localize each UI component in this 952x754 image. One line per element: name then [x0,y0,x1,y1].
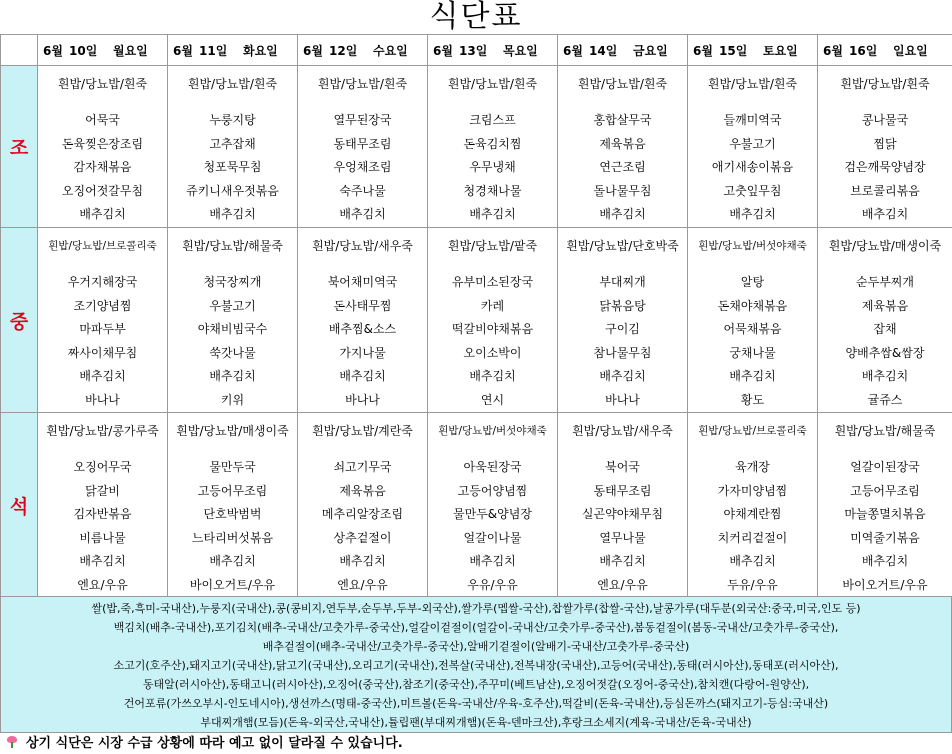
lunch-row [1,228,952,413]
rice-option: 흰밥/당뇨밥/계란죽 [312,424,413,438]
menu-item: 아욱된장국 [463,460,522,474]
menu-cell [688,66,818,228]
rice-option: 흰밥/당뇨밥/매생이죽 [176,424,289,438]
menu-item: 돈채야채볶음 [717,298,788,313]
menu-item: 떡갈비야채볶음 [451,322,534,336]
origin-line: 부대찌개햄(모듬)(돈육-외국산,국내산),튤립팬(부대찌개햄)(돈육-덴마크산),후랑크소세지(계육-국내산/돈육-국내산) [200,716,752,729]
menu-item: 배추김치 [729,369,776,383]
menu-item: 비름나물 [79,530,126,545]
menu-item: 고춧잎무침 [723,183,782,198]
menu-item: 바나나 [85,392,120,407]
menu-item: 배추김치 [79,207,126,221]
menu-item: 고등어무조림 [850,483,920,498]
menu-cell [298,413,428,598]
header-row [1,35,952,66]
menu-cell [558,413,688,598]
rice-option: 흰밥/당뇨밥/버섯야채죽 [438,425,547,437]
menu-item: 제육볶음 [861,298,909,313]
meal-label-breakfast: 조 [1,66,38,228]
menu-item: 배추김치 [469,554,516,568]
menu-item: 오이소박이 [463,345,522,360]
menu-item: 동태무조림 [593,483,652,498]
page-title: 식단표 [429,0,523,34]
menu-item: 엔요/우유 [597,577,648,592]
menu-item: 우불고기 [209,298,256,313]
menu-cell [428,413,558,598]
menu-cell [168,413,298,598]
menu-item: 애기새송이볶음 [711,160,794,174]
rice-option: 흰밥/당뇨밥/매생이죽 [828,239,942,253]
menu-item: 어묵국 [85,113,120,127]
menu-item: 청경채나물 [463,183,522,198]
menu-item: 누룽지탕 [209,113,256,127]
rice-option: 흰밥/당뇨밥/흰죽 [187,77,278,91]
menu-item: 야채계란찜 [723,507,782,521]
menu-item: 순두부찌개 [856,275,914,289]
day-header: 6월 15일 토요일 [688,35,818,66]
menu-item: 열무나물 [599,530,646,545]
menu-item: 우불고기 [729,136,776,151]
menu-item: 엔요/우유 [337,577,388,592]
menu-item: 조기양념찜 [73,298,132,313]
menu-item: 배추김치 [599,369,646,383]
menu-item: 연근조림 [599,160,646,174]
meal-label-dinner: 석 [1,413,38,598]
menu-item: 마파두부 [79,322,126,336]
menu-item: 동태무조림 [333,136,392,151]
menu-item: 콩나물국 [861,113,909,127]
menu-item: 야채비빔국수 [197,322,268,336]
menu-item: 배추김치 [729,207,776,221]
menu-item: 양배추쌈&쌈장 [845,345,925,360]
menu-item: 돈사태무찜 [333,298,392,313]
menu-item: 미역줄기볶음 [850,530,920,545]
rice-option: 흰밥/당뇨밥/흰죽 [707,77,798,91]
menu-item: 배추김치 [79,369,126,383]
meal-label-lunch: 중 [1,228,38,413]
menu-item: 배추김치 [599,554,646,568]
menu-item: 참나물무침 [593,345,652,360]
origin-line: 쌀(밥,죽,흑미-국내산),누룽지(국내산),콩(콩비지,연두부,순두부,두부-외국산),쌀가루(멥쌀-국산),찹쌀가루(찹쌀-국산),날콩가루(대두분(외국산:중국,미국,인도 등) [91,602,861,615]
menu-item: 브로콜리볶음 [850,183,920,198]
menu-item: 청포묵무침 [203,160,262,174]
menu-item: 육개장 [735,460,770,474]
corner-cell [1,35,38,66]
origin-line: 소고기(호주산),돼지고기(국내산),닭고기(국내산),오리고기(국내산),전복살(국내산),전복내장(국내산),고등어(국내산),동태(러시아산),동태포(러시아산), [113,659,839,672]
rice-option: 흰밥/당뇨밥/흰죽 [317,77,408,91]
breakfast-row [1,66,952,228]
origin-line: 배추겉절이(배추-국내산/고춧가루-중국산),알배기겉절이(알배기-국내산/고춧가루-중국산) [262,640,690,653]
menu-cell [688,413,818,598]
rice-option: 흰밥/당뇨밥/흰죽 [57,77,148,91]
dinner-row [1,413,952,598]
menu-item: 배추김치 [469,207,516,221]
rice-option: 흰밥/당뇨밥/브로콜리죽 [698,425,807,437]
menu-item: 카레 [480,298,505,313]
menu-cell [168,66,298,228]
menu-item: 우무냉채 [469,160,516,174]
menu-item: 배추김치 [339,369,386,383]
menu-item: 열무된장국 [333,113,392,127]
menu-cell [818,66,952,228]
rice-option: 흰밥/당뇨밥/흰죽 [447,77,538,91]
menu-cell [298,228,428,413]
menu-cell [818,413,952,598]
day-header: 6월 10일 월요일 [38,35,168,66]
menu-item: 짜사이채무침 [67,345,138,360]
day-header: 6월 16일 일요일 [818,35,952,66]
menu-item: 돈육찢은장조림 [61,136,144,151]
menu-item: 닭갈비 [85,483,120,498]
menu-item: 어묵채볶음 [723,322,782,336]
rice-option: 흰밥/당뇨밥/버섯야채죽 [698,240,807,252]
menu-item: 유부미소된장국 [451,275,534,289]
menu-item: 가지나물 [339,345,386,360]
day-header: 6월 12일 수요일 [298,35,428,66]
menu-item: 배추찜&소스 [328,322,397,336]
menu-item: 배추김치 [469,369,516,383]
menu-cell [38,228,168,413]
menu-item: 궁채나물 [729,345,776,360]
menu-item: 돌나물무침 [593,183,652,198]
menu-item: 부대찌개 [599,275,646,289]
menu-item: 느타리버섯볶음 [191,530,274,545]
rice-option: 흰밥/당뇨밥/해물죽 [834,424,936,438]
menu-item: 배추김치 [861,369,909,383]
menu-item: 알탕 [740,275,765,289]
menu-item: 바이오거트/우유 [189,577,276,592]
rice-option: 흰밥/당뇨밥/새우죽 [572,424,673,438]
menu-item: 얼갈이나물 [463,530,522,545]
menu-item: 잡채 [873,322,897,336]
rice-option: 흰밥/당뇨밥/단호박죽 [566,239,679,253]
rice-option: 흰밥/당뇨밥/흰죽 [577,77,668,91]
menu-item: 홍합살무국 [593,113,652,127]
menu-item: 북어채미역국 [327,275,398,289]
menu-item: 우엉채조림 [333,160,392,174]
rice-option: 흰밥/당뇨밥/팥죽 [447,239,538,253]
menu-item: 검은깨묵양념장 [844,160,926,174]
menu-cell [558,228,688,413]
menu-item: 쑥갓나물 [209,345,256,360]
menu-cell [168,228,298,413]
origin-line: 동태알(러시아산),동태고니(러시아산),오징어(중국산),참조기(중국산),주꾸미(베트남산),오징어젓갈(오징어-중국산),참치캔(다랑어-원양산), [142,678,810,691]
menu-cell [428,66,558,228]
flower-icon [6,736,18,748]
menu-item: 고추잡채 [209,136,256,151]
menu-item: 오징어젓갈무침 [61,183,144,198]
menu-item: 메추리알장조림 [321,507,404,521]
day-header: 6월 13일 목요일 [428,35,558,66]
menu-item: 바나나 [345,392,380,407]
menu-item: 우유/우유 [467,577,518,592]
menu-item: 물만두국 [209,460,256,474]
menu-item: 단호박범벅 [203,507,262,521]
menu-item: 배추김치 [209,207,256,221]
menu-item: 오징어무국 [73,460,132,474]
menu-item: 숙주나물 [339,183,386,198]
origin-line: 건어포류(가쓰오부시-인도네시아),생선까스(명태-중국산),미트볼(돈육-국내산/우육-호주산),떡갈비(돈육-국내산),등심돈까스(돼지고기-등심:국내산) [123,697,829,710]
menu-item: 황도 [740,392,765,407]
rice-option: 흰밥/당뇨밥/콩가루죽 [46,424,159,438]
menu-item: 쇠고기무국 [333,460,392,474]
origin-info-box [0,596,952,733]
rice-option: 흰밥/당뇨밥/새우죽 [312,239,413,253]
menu-cell [298,66,428,228]
menu-item: 찜닭 [873,136,897,151]
menu-item: 닭볶음탕 [599,298,646,313]
menu-item: 물만두&양념장 [453,507,532,521]
menu-cell [818,228,952,413]
menu-item: 제육볶음 [339,483,386,498]
meal-plan-table [0,34,952,598]
menu-item: 구이김 [605,322,640,336]
notice [0,734,952,754]
menu-item: 김자반볶음 [73,507,132,521]
menu-item: 마늘쫑멸치볶음 [844,507,926,521]
menu-item: 배추김치 [209,554,256,568]
menu-item: 귤쥬스 [867,392,903,407]
day-header: 6월 14일 금요일 [558,35,688,66]
menu-item: 배추김치 [209,369,256,383]
menu-item: 청국장찌개 [203,275,262,289]
menu-cell [688,228,818,413]
menu-item: 배추김치 [79,554,126,568]
menu-item: 들깨미역국 [723,113,782,127]
menu-item: 배추김치 [861,554,909,568]
day-header: 6월 11일 화요일 [168,35,298,66]
menu-item: 돈육김치찜 [463,136,522,151]
menu-item: 상추겉절이 [333,530,392,545]
menu-item: 배추김치 [729,554,776,568]
menu-item: 배추김치 [599,207,646,221]
menu-cell [38,413,168,598]
menu-item: 두유/우유 [727,577,778,592]
menu-cell [38,66,168,228]
notice-text: 상기 식단은 시장 수급 상황에 따라 예고 없이 달라질 수 있습니다. [26,736,403,751]
menu-item: 치커리겉절이 [717,530,788,545]
rice-option: 흰밥/당뇨밥/해물죽 [182,239,283,253]
rice-option: 흰밥/당뇨밥/흰죽 [840,77,930,91]
menu-item: 쥬키니새우젓볶음 [186,183,279,198]
menu-cell [558,66,688,228]
menu-item: 우거지해장국 [67,275,138,289]
menu-item: 고등어양념찜 [457,483,528,498]
menu-item: 감자채볶음 [73,160,132,174]
menu-item: 고등어무조림 [197,483,268,498]
menu-item: 연시 [480,392,505,407]
menu-item: 배추김치 [339,554,386,568]
menu-item: 키위 [220,392,245,407]
menu-item: 배추김치 [339,207,386,221]
menu-item: 크림스프 [469,113,516,127]
menu-item: 북어국 [605,460,640,474]
origin-line: 백김치(배추-국내산),포기김치(배추-국내산/고춧가루-중국산),얼갈이겉절이(얼갈이-국내산/고춧가루-중국산),봄동겉절이(봄동-국내산/고춧가루-중국산), [113,621,839,634]
menu-cell [428,228,558,413]
menu-item: 제육볶음 [599,136,646,151]
menu-item: 배추김치 [861,207,909,221]
menu-item: 가자미양념찜 [717,483,788,498]
menu-item: 바이오거트/우유 [842,577,928,592]
menu-item: 얼갈이된장국 [850,460,920,474]
menu-item: 실곤약야채무침 [581,507,664,521]
menu-item: 엔요/우유 [77,577,128,592]
rice-option: 흰밥/당뇨밥/브로콜리죽 [48,240,157,252]
menu-item: 바나나 [605,392,640,407]
